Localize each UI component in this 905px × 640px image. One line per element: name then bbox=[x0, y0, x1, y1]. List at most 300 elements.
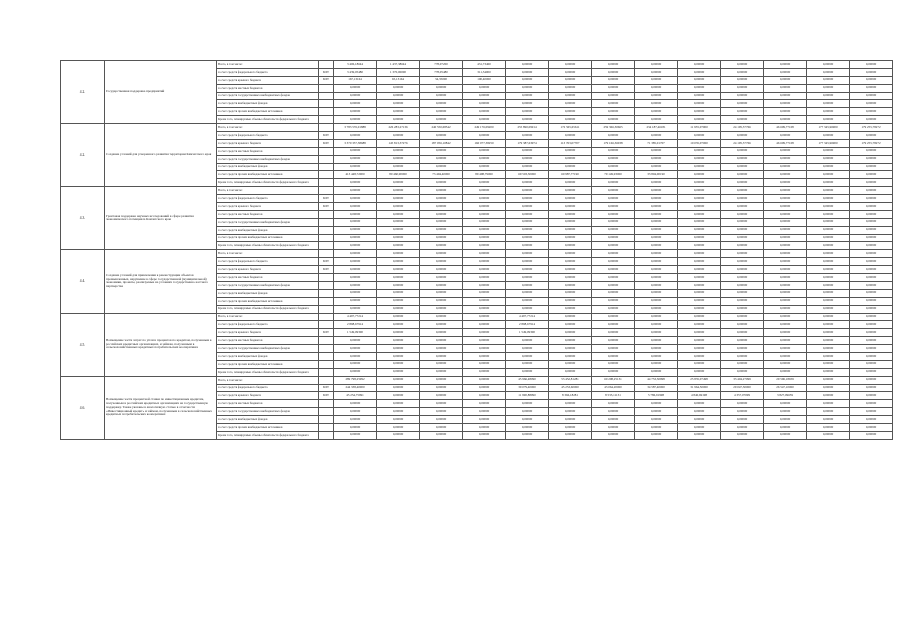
year-value-cell: 0,00000 bbox=[463, 337, 506, 345]
year-value-cell: 0,00000 bbox=[678, 321, 721, 329]
year-value-cell: 0,00000 bbox=[850, 392, 893, 400]
year-value-cell: 0,00000 bbox=[678, 305, 721, 313]
year-value-cell: 0,00000 bbox=[635, 234, 678, 242]
year-value-cell: 0,00000 bbox=[721, 400, 764, 408]
budget-code: БЛТ bbox=[319, 139, 334, 147]
total-cell: 0,00000 bbox=[334, 258, 377, 266]
year-value-cell: 0,00000 bbox=[463, 368, 506, 376]
year-value-cell: 0,00000 bbox=[463, 234, 506, 242]
budget-code: БЛТ bbox=[319, 76, 334, 84]
year-value-cell: 0,00000 bbox=[549, 203, 592, 211]
year-value-cell: 0,00000 bbox=[592, 84, 635, 92]
year-value-cell: 0,00000 bbox=[678, 76, 721, 84]
year-value-cell: 0,00000 bbox=[463, 108, 506, 116]
year-value-cell: 0,00000 bbox=[549, 400, 592, 408]
year-value-cell: 0,00000 bbox=[592, 329, 635, 337]
year-value-cell: 0,00000 bbox=[850, 108, 893, 116]
year-value-cell: 0,00000 bbox=[635, 250, 678, 258]
funding-source: за счет средств федерального бюджета bbox=[217, 258, 319, 266]
year-value-cell: 0,00000 bbox=[549, 195, 592, 203]
year-value-cell: 0,00000 bbox=[721, 61, 764, 69]
year-value-cell: 0,00000 bbox=[807, 155, 850, 163]
year-value-cell: 0,00000 bbox=[463, 329, 506, 337]
year-value-cell: 0,00000 bbox=[463, 242, 506, 250]
funding-source: за счет средств местных бюджетов bbox=[217, 274, 319, 282]
measure-name: Возмещение части процентной ставки по инвестиционным кредитам, полученным в российских кредитных организациях на государственную поддержку. Также указаны в аналогичную статью в отчетности «Инвестиционный кредит» и займам, полученным в сельскохозяйственных кредитных потребительских кооперативах bbox=[105, 376, 217, 439]
year-value-cell: 0,00000 bbox=[807, 274, 850, 282]
year-value-cell: 0,00000 bbox=[420, 289, 463, 297]
year-value-cell: 0,00000 bbox=[420, 384, 463, 392]
budget-code bbox=[319, 147, 334, 155]
year-value-cell: 0,00000 bbox=[764, 266, 807, 274]
year-value-cell: 8 533,11131 bbox=[592, 392, 635, 400]
year-value-cell: 0,00000 bbox=[678, 203, 721, 211]
year-value-cell: 0,00000 bbox=[635, 313, 678, 321]
year-value-cell: 0,00000 bbox=[721, 210, 764, 218]
year-value-cell: 0,00000 bbox=[463, 281, 506, 289]
year-value-cell: 0,00000 bbox=[807, 423, 850, 431]
year-value-cell: 0,00000 bbox=[807, 84, 850, 92]
year-value-cell: 0,00000 bbox=[463, 416, 506, 424]
year-value-cell: 0,00000 bbox=[807, 179, 850, 187]
year-value-cell: 0,00000 bbox=[506, 108, 549, 116]
budget-code bbox=[319, 250, 334, 258]
year-value-cell: 0,00000 bbox=[506, 352, 549, 360]
year-value-cell: 0,00000 bbox=[549, 368, 592, 376]
year-value-cell: 0,00000 bbox=[377, 416, 420, 424]
year-value-cell: 0,00000 bbox=[506, 297, 549, 305]
year-value-cell: 0,00000 bbox=[678, 68, 721, 76]
year-value-cell: 0,00000 bbox=[463, 266, 506, 274]
year-value-cell: 311,34000 bbox=[463, 68, 506, 76]
year-value-cell: 0,00000 bbox=[420, 400, 463, 408]
year-value-cell: 0,00000 bbox=[721, 195, 764, 203]
year-value-cell: 34,35000 bbox=[420, 76, 463, 84]
year-value-cell: 0,00000 bbox=[592, 210, 635, 218]
year-value-cell: 0,00000 bbox=[764, 163, 807, 171]
funding-source: за счет средств краевого бюджета bbox=[217, 203, 319, 211]
year-value-cell: 177 345,96900 bbox=[807, 139, 850, 147]
year-value-cell: 0,00000 bbox=[463, 116, 506, 124]
year-value-cell: 0,00000 bbox=[506, 226, 549, 234]
funding-source: за счет средств внебюджетных фондов bbox=[217, 416, 319, 424]
year-value-cell: 1 549,09300 bbox=[506, 329, 549, 337]
year-value-cell: 0,00000 bbox=[807, 68, 850, 76]
year-value-cell: 0,00000 bbox=[549, 108, 592, 116]
year-value-cell: 45 253,60000 bbox=[549, 384, 592, 392]
year-value-cell: 0,00000 bbox=[549, 345, 592, 353]
year-value-cell: 0,00000 bbox=[549, 416, 592, 424]
total-cell: 0,00000 bbox=[334, 210, 377, 218]
year-value-cell: 0,00000 bbox=[764, 132, 807, 140]
year-value-cell: 0,00000 bbox=[592, 76, 635, 84]
year-value-cell: 0,00000 bbox=[678, 345, 721, 353]
budget-code bbox=[319, 297, 334, 305]
year-value-cell: 0,00000 bbox=[678, 313, 721, 321]
row-index: 4.2. bbox=[61, 61, 105, 124]
year-value-cell: 0,00000 bbox=[635, 337, 678, 345]
year-value-cell: 0,00000 bbox=[377, 392, 420, 400]
year-value-cell: 431,73400 bbox=[463, 61, 506, 69]
year-value-cell: 0,00000 bbox=[635, 218, 678, 226]
year-value-cell: 0,00000 bbox=[678, 352, 721, 360]
year-value-cell: 0,00000 bbox=[592, 345, 635, 353]
year-value-cell: 0,00000 bbox=[463, 313, 506, 321]
year-value-cell: 0,00000 bbox=[506, 92, 549, 100]
year-value-cell: 0,00000 bbox=[592, 242, 635, 250]
year-value-cell: 0,00000 bbox=[377, 281, 420, 289]
funding-source: за счет средств краевого бюджета bbox=[217, 139, 319, 147]
year-value-cell: 0,00000 bbox=[678, 108, 721, 116]
year-value-cell: 0,00000 bbox=[850, 321, 893, 329]
year-value-cell: 0,00000 bbox=[549, 313, 592, 321]
year-value-cell: 0,00000 bbox=[721, 274, 764, 282]
year-value-cell: 0,00000 bbox=[764, 108, 807, 116]
year-value-cell: 24 195,37766 bbox=[721, 139, 764, 147]
year-value-cell: 0,00000 bbox=[549, 242, 592, 250]
year-value-cell: 0,00000 bbox=[764, 329, 807, 337]
year-value-cell: 0,00000 bbox=[850, 226, 893, 234]
funding-source: за счет средств внебюджетных фондов bbox=[217, 352, 319, 360]
year-value-cell: 0,00000 bbox=[377, 408, 420, 416]
year-value-cell: 0,00000 bbox=[764, 218, 807, 226]
year-value-cell: 240 550,68542 bbox=[420, 124, 463, 132]
year-value-cell: 0,00000 bbox=[635, 345, 678, 353]
year-value-cell: 0,00000 bbox=[463, 155, 506, 163]
total-cell: 0,00000 bbox=[334, 242, 377, 250]
total-cell: 0,00000 bbox=[334, 431, 377, 439]
year-value-cell: 0,00000 bbox=[721, 281, 764, 289]
year-value-cell: 0,00000 bbox=[506, 179, 549, 187]
year-value-cell: 0,00000 bbox=[377, 132, 420, 140]
year-value-cell: 0,00000 bbox=[635, 226, 678, 234]
budget-code: БЛТ bbox=[319, 329, 334, 337]
total-cell: 1 549,09300 bbox=[334, 329, 377, 337]
year-value-cell: 0,00000 bbox=[807, 218, 850, 226]
year-value-cell: 0,00000 bbox=[678, 408, 721, 416]
year-value-cell: 0,00000 bbox=[807, 242, 850, 250]
year-value-cell: 0,00000 bbox=[463, 100, 506, 108]
year-value-cell: 0,00000 bbox=[764, 337, 807, 345]
year-value-cell: 0,00000 bbox=[721, 321, 764, 329]
year-value-cell: 0,00000 bbox=[549, 274, 592, 282]
year-value-cell: 0,00000 bbox=[721, 155, 764, 163]
year-value-cell: 79 149,93000 bbox=[592, 171, 635, 179]
year-value-cell: 0,00000 bbox=[463, 179, 506, 187]
year-value-cell: 0,00000 bbox=[377, 84, 420, 92]
year-value-cell: 0,00000 bbox=[549, 210, 592, 218]
year-value-cell: 0,00000 bbox=[721, 100, 764, 108]
year-value-cell: 0,00000 bbox=[506, 345, 549, 353]
budget-table bbox=[60, 60, 893, 440]
total-cell: 0,00000 bbox=[334, 132, 377, 140]
table-row bbox=[61, 61, 893, 69]
year-value-cell: 0,00000 bbox=[377, 218, 420, 226]
year-value-cell: 0,00000 bbox=[678, 431, 721, 439]
total-cell: 289 798,25992 bbox=[334, 376, 377, 384]
year-value-cell: 0,00000 bbox=[420, 100, 463, 108]
budget-code: БЛТ bbox=[319, 384, 334, 392]
year-value-cell: 0,00000 bbox=[420, 84, 463, 92]
year-value-cell: 0,00000 bbox=[592, 337, 635, 345]
funding-source: за счет средств внебюджетных фондов bbox=[217, 100, 319, 108]
year-value-cell: 0,00000 bbox=[377, 305, 420, 313]
year-value-cell: 0,00000 bbox=[635, 423, 678, 431]
budget-code: БЛТ bbox=[319, 195, 334, 203]
year-value-cell: 0,00000 bbox=[721, 226, 764, 234]
total-cell: 0,00000 bbox=[334, 368, 377, 376]
total-cell: 3 406,18644 bbox=[334, 61, 377, 69]
year-value-cell: 0,00000 bbox=[592, 305, 635, 313]
year-value-cell: 0,00000 bbox=[506, 187, 549, 195]
year-value-cell: 0,00000 bbox=[721, 116, 764, 124]
budget-code bbox=[319, 408, 334, 416]
year-value-cell: 0,00000 bbox=[721, 360, 764, 368]
year-value-cell: 8 366,18281 bbox=[549, 392, 592, 400]
budget-code bbox=[319, 234, 334, 242]
year-value-cell: 0,00000 bbox=[506, 203, 549, 211]
year-value-cell: 0,00000 bbox=[506, 76, 549, 84]
year-value-cell: 0,00000 bbox=[420, 116, 463, 124]
total-cell: 0,00000 bbox=[334, 266, 377, 274]
year-value-cell: 0,00000 bbox=[506, 281, 549, 289]
year-value-cell: 0,00000 bbox=[549, 61, 592, 69]
year-value-cell: 0,00000 bbox=[377, 187, 420, 195]
year-value-cell: 33 404,27099 bbox=[721, 376, 764, 384]
year-value-cell: 0,00000 bbox=[420, 258, 463, 266]
year-value-cell: 0,00000 bbox=[506, 163, 549, 171]
year-value-cell: 0,00000 bbox=[377, 376, 420, 384]
year-value-cell: 0,00000 bbox=[549, 352, 592, 360]
year-value-cell: 3 827,09659 bbox=[764, 392, 807, 400]
year-value-cell: 0,00000 bbox=[463, 384, 506, 392]
year-value-cell: 0,00000 bbox=[764, 61, 807, 69]
budget-code bbox=[319, 84, 334, 92]
year-value-cell: 0,00000 bbox=[592, 250, 635, 258]
funding-source: за счет средств внебюджетных фондов bbox=[217, 226, 319, 234]
year-value-cell: 0,00000 bbox=[506, 368, 549, 376]
year-value-cell: 0,00000 bbox=[463, 147, 506, 155]
year-value-cell: 4 497,77214 bbox=[506, 313, 549, 321]
year-value-cell: 0,00000 bbox=[549, 218, 592, 226]
year-value-cell: 0,00000 bbox=[506, 147, 549, 155]
total-cell: 0,00000 bbox=[334, 305, 377, 313]
year-value-cell: 0,00000 bbox=[506, 84, 549, 92]
year-value-cell: 0,00000 bbox=[764, 352, 807, 360]
table-row bbox=[61, 376, 893, 384]
total-cell: 0,00000 bbox=[334, 416, 377, 424]
year-value-cell: 0,00000 bbox=[592, 61, 635, 69]
year-value-cell: 0,00000 bbox=[377, 289, 420, 297]
year-value-cell: 0,00000 bbox=[592, 226, 635, 234]
year-value-cell: 0,00000 bbox=[549, 226, 592, 234]
year-value-cell: 179 387,63974 bbox=[506, 139, 549, 147]
year-value-cell: 0,00000 bbox=[463, 274, 506, 282]
measure-name: Создание условий для привлечения к реконструкции объектов промышленных, нарушение в сфере государственной (муниципальной) экономики, проекты, реализуемые на условиях государственно-частного партнерства bbox=[105, 250, 217, 313]
year-value-cell: 0,00000 bbox=[549, 408, 592, 416]
year-value-cell: 0,00000 bbox=[764, 423, 807, 431]
year-value-cell: 0,00000 bbox=[850, 76, 893, 84]
year-value-cell: 0,00000 bbox=[678, 195, 721, 203]
year-value-cell: 0,00000 bbox=[807, 416, 850, 424]
year-value-cell: 0,00000 bbox=[420, 360, 463, 368]
year-value-cell: 778,07200 bbox=[420, 61, 463, 69]
year-value-cell: 0,00000 bbox=[463, 187, 506, 195]
year-value-cell: 0,00000 bbox=[678, 281, 721, 289]
year-value-cell: 0,00000 bbox=[850, 163, 893, 171]
year-value-cell: 172 565,65611 bbox=[549, 124, 592, 132]
year-value-cell: 0,00000 bbox=[721, 258, 764, 266]
year-value-cell: 4 840,69198 bbox=[678, 392, 721, 400]
year-value-cell: 255 890,09914 bbox=[506, 124, 549, 132]
year-value-cell: 0,00000 bbox=[807, 203, 850, 211]
funding-source: за счет средств местных бюджетов bbox=[217, 210, 319, 218]
year-value-cell: 0,00000 bbox=[721, 179, 764, 187]
year-value-cell: 0,00000 bbox=[807, 297, 850, 305]
funding-source: за счет средств прочих внебюджетных источников bbox=[217, 297, 319, 305]
year-value-cell: 0,00000 bbox=[807, 345, 850, 353]
year-value-cell: 0,00000 bbox=[463, 321, 506, 329]
measure-name: Грантовая поддержка научных исследований в сфере развития экономического потенциала Камчатского края bbox=[105, 187, 217, 250]
year-value-cell: 89 498,79000 bbox=[463, 171, 506, 179]
funding-source: за счет средств краевого бюджета bbox=[217, 329, 319, 337]
year-value-cell: 0,00000 bbox=[678, 329, 721, 337]
year-value-cell: 4 357,07099 bbox=[721, 392, 764, 400]
year-value-cell: 0,00000 bbox=[850, 155, 893, 163]
funding-source: Всего, в том числе: bbox=[217, 250, 319, 258]
year-value-cell: 0,00000 bbox=[850, 266, 893, 274]
year-value-cell: 0,00000 bbox=[635, 416, 678, 424]
year-value-cell: 0,00000 bbox=[678, 132, 721, 140]
year-value-cell: 0,00000 bbox=[678, 116, 721, 124]
year-value-cell: 0,00000 bbox=[850, 132, 893, 140]
year-value-cell: 0,00000 bbox=[592, 163, 635, 171]
total-cell: 0,00000 bbox=[334, 297, 377, 305]
year-value-cell: 0,00000 bbox=[850, 171, 893, 179]
year-value-cell: 31 964,50000 bbox=[678, 384, 721, 392]
year-value-cell: 0,00000 bbox=[850, 281, 893, 289]
year-value-cell: 0,00000 bbox=[463, 376, 506, 384]
year-value-cell: 0,00000 bbox=[377, 203, 420, 211]
funding-source: за счет средств краевого бюджета bbox=[217, 76, 319, 84]
year-value-cell: 0,00000 bbox=[678, 416, 721, 424]
table-body bbox=[61, 61, 893, 440]
year-value-cell: 0,00000 bbox=[377, 297, 420, 305]
year-value-cell: 0,00000 bbox=[377, 116, 420, 124]
year-value-cell: 0,00000 bbox=[506, 218, 549, 226]
year-value-cell: 0,00000 bbox=[850, 337, 893, 345]
budget-code bbox=[319, 368, 334, 376]
year-value-cell: 0,00000 bbox=[635, 132, 678, 140]
year-value-cell: 0,00000 bbox=[678, 163, 721, 171]
year-value-cell: 0,00000 bbox=[420, 329, 463, 337]
total-cell: 0,00000 bbox=[334, 116, 377, 124]
year-value-cell: 0,00000 bbox=[377, 242, 420, 250]
budget-code: БЛТ bbox=[319, 203, 334, 211]
year-value-cell: 0,00000 bbox=[463, 226, 506, 234]
year-value-cell: 0,00000 bbox=[549, 84, 592, 92]
year-value-cell: 0,00000 bbox=[635, 274, 678, 282]
year-value-cell: 0,00000 bbox=[850, 242, 893, 250]
year-value-cell: 0,00000 bbox=[850, 187, 893, 195]
funding-source: за счет средств краевого бюджета bbox=[217, 266, 319, 274]
year-value-cell: 0,00000 bbox=[764, 203, 807, 211]
year-value-cell: 0,00000 bbox=[807, 337, 850, 345]
funding-source: за счет средств федерального бюджета bbox=[217, 132, 319, 140]
year-value-cell: 0,00000 bbox=[549, 187, 592, 195]
year-value-cell: 34 587,40000 bbox=[635, 384, 678, 392]
budget-code bbox=[319, 61, 334, 69]
year-value-cell: 0,00000 bbox=[635, 281, 678, 289]
budget-code: БЛТ bbox=[319, 68, 334, 76]
year-value-cell: 0,00000 bbox=[377, 274, 420, 282]
year-value-cell: 0,00000 bbox=[549, 92, 592, 100]
funding-source: за счет средств федерального бюджета bbox=[217, 68, 319, 76]
total-cell: 0,00000 bbox=[334, 352, 377, 360]
year-value-cell: 0,00000 bbox=[850, 147, 893, 155]
funding-source: за счет средств местных бюджетов bbox=[217, 147, 319, 155]
funding-source: Всего, в том числе: bbox=[217, 376, 319, 384]
year-value-cell: 11 935,07000 bbox=[678, 124, 721, 132]
year-value-cell: 0,00000 bbox=[463, 400, 506, 408]
year-value-cell: 0,00000 bbox=[807, 384, 850, 392]
year-value-cell: 0,00000 bbox=[721, 313, 764, 321]
funding-source: Кроме того, планируемые объемы обязательств федерального бюджета bbox=[217, 431, 319, 439]
budget-code bbox=[319, 179, 334, 187]
year-value-cell: 0,00000 bbox=[721, 203, 764, 211]
year-value-cell: 0,00000 bbox=[764, 100, 807, 108]
year-value-cell: 0,00000 bbox=[764, 171, 807, 179]
year-value-cell: 0,00000 bbox=[850, 195, 893, 203]
year-value-cell: 0,00000 bbox=[635, 360, 678, 368]
year-value-cell: 0,00000 bbox=[764, 242, 807, 250]
year-value-cell: 0,00000 bbox=[764, 400, 807, 408]
year-value-cell: 0,00000 bbox=[592, 218, 635, 226]
year-value-cell: 0,00000 bbox=[807, 108, 850, 116]
total-cell: 0,00000 bbox=[334, 234, 377, 242]
year-value-cell: 0,00000 bbox=[420, 242, 463, 250]
year-value-cell: 0,00000 bbox=[807, 360, 850, 368]
year-value-cell: 24 195,37766 bbox=[721, 124, 764, 132]
total-cell: 0,00000 bbox=[334, 203, 377, 211]
year-value-cell: 0,00000 bbox=[592, 68, 635, 76]
year-value-cell: 0,00000 bbox=[549, 155, 592, 163]
year-value-cell: 0,00000 bbox=[592, 400, 635, 408]
year-value-cell: 0,00000 bbox=[807, 352, 850, 360]
year-value-cell: 0,00000 bbox=[549, 76, 592, 84]
year-value-cell: 0,00000 bbox=[850, 313, 893, 321]
year-value-cell: 0,00000 bbox=[721, 108, 764, 116]
funding-source: за счет средств государственных внебюджетных фондов bbox=[217, 155, 319, 163]
funding-source: Всего, в том числе: bbox=[217, 61, 319, 69]
budget-code: БЛТ bbox=[319, 258, 334, 266]
total-cell: 0,00000 bbox=[334, 100, 377, 108]
year-value-cell: 0,00000 bbox=[635, 431, 678, 439]
year-value-cell: 0,00000 bbox=[592, 187, 635, 195]
year-value-cell: 0,00000 bbox=[377, 163, 420, 171]
measure-name: Возмещение части затрат по уплате процентов по кредитам, полученным в российских кредитных организациях, и займам, полученным в сельскохозяйственных кредитных потребительских кооперативах bbox=[105, 313, 217, 376]
year-value-cell: 0,00000 bbox=[463, 392, 506, 400]
budget-code bbox=[319, 321, 334, 329]
year-value-cell: 0,00000 bbox=[850, 297, 893, 305]
budget-code bbox=[319, 116, 334, 124]
year-value-cell: 0,00000 bbox=[721, 408, 764, 416]
year-value-cell: 0,00000 bbox=[850, 218, 893, 226]
total-cell: 0,00000 bbox=[334, 281, 377, 289]
year-value-cell: 0,00000 bbox=[635, 329, 678, 337]
year-value-cell: 0,00000 bbox=[850, 258, 893, 266]
year-value-cell: 0,00000 bbox=[420, 179, 463, 187]
